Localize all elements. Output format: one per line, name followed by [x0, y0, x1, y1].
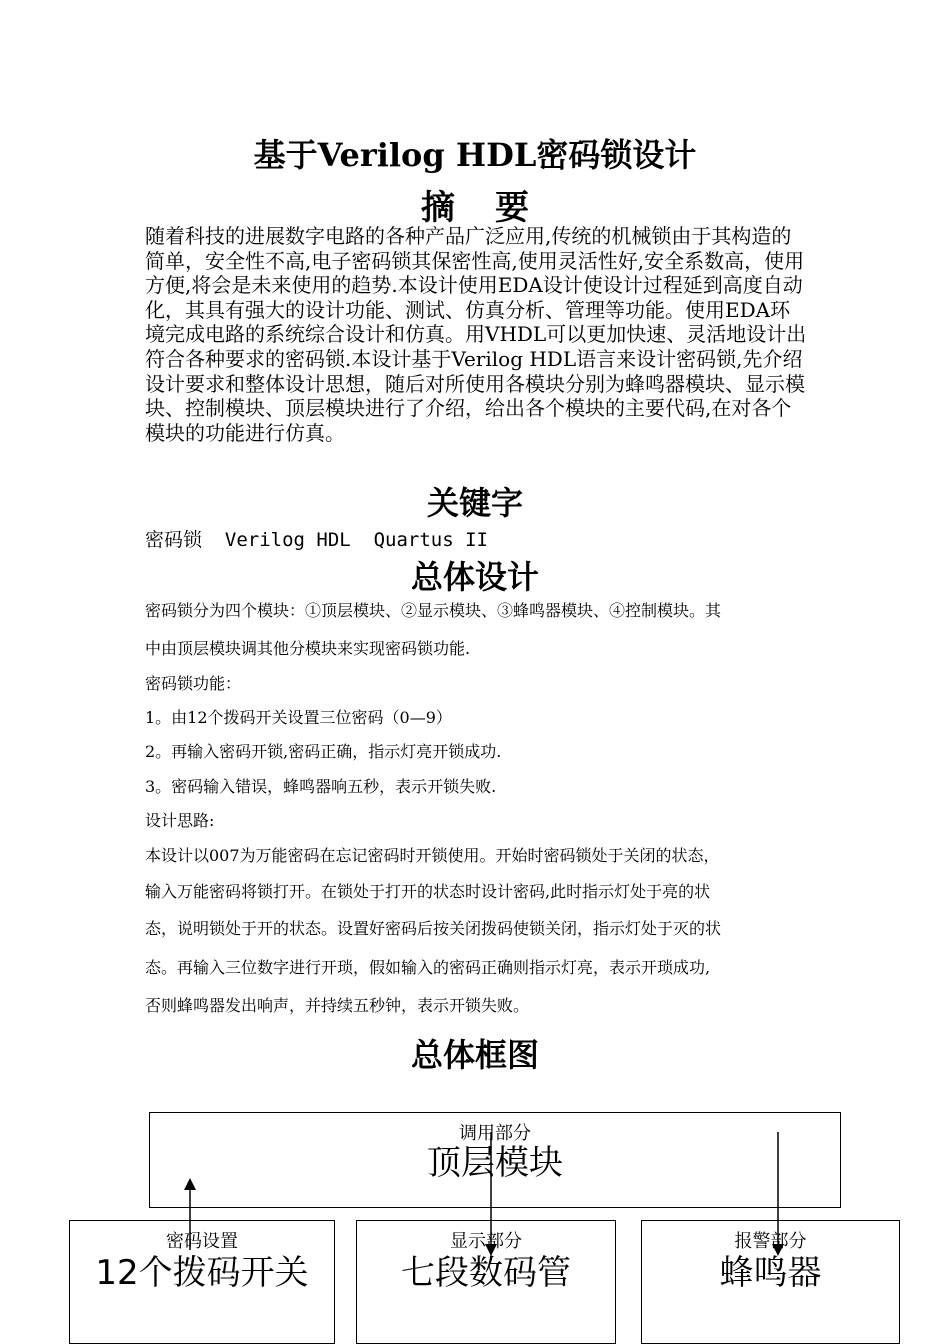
dip-switch-label: 12个拨码开关 [95, 1253, 309, 1293]
keywords-line: 密码锁 Verilog HDL Quartus II [145, 529, 488, 551]
diagram-heading: 总体框图 [410, 1036, 539, 1074]
design-line: 密码锁分为四个模块：①顶层模块、②显示模块、③蜂鸣器模块、④控制模块。其 [145, 601, 722, 620]
design-line: 1。由12个拨码开关设置三位密码（0—9） [145, 708, 452, 727]
design-line: 2。再输入密码开锁,密码正确，指示灯亮开锁成功. [145, 742, 502, 761]
design-heading: 总体设计 [410, 558, 539, 596]
design-line: 态，说明锁处于开的状态。设置好密码后按关闭拨码使锁关闭，指示灯处于灭的状 [145, 919, 722, 938]
design-line: 设计思路: [145, 811, 215, 830]
dip-switch-sub-label: 密码设置 [166, 1231, 238, 1252]
abstract-heading: 摘要 [421, 188, 569, 228]
design-line: 密码锁功能： [145, 674, 242, 693]
buzzer-sub-label: 报警部分 [734, 1231, 807, 1252]
seven-segment-sub-label: 显示部分 [450, 1231, 522, 1252]
top-module-label: 顶层模块 [427, 1143, 563, 1183]
design-line: 态。再输入三位数字进行开琐，假如输入的密码正确则指示灯亮，表示开琐成功, [145, 958, 711, 977]
abstract-body: 随着科技的进展数字电路的各种产品广泛应用,传统的机械锁由于其构造的简单，安全性不高,电子密码锁其保密性高,使用灵活性好,安全系数高，使用方便,将会是未来使用的趋势.本设计使用EDA设计使设计过程延到高度自动化，其具有强大的设计功能、测试、仿真分析、管理等功能。使用EDA环境完成电路的系统综合设计和仿真。用VHDL可以更加快速、灵活地设计出符合各种要求的密码锁.本设计基于Verilog HDL语言来设计密码锁,先介绍设计要求和整体设计思想，随后对所使用各模块分别为蜂鸣器模块、显示模块、控制模块、顶层模块进行了介绍，给出各个模块的主要代码,在对各个模块的功能进行仿真。 [145, 224, 807, 445]
document-title: 基于Verilog HDL密码锁设计 [253, 136, 697, 174]
buzzer-label: 蜂鸣器 [719, 1253, 822, 1293]
design-line: 输入万能密码将锁打开。在锁处于打开的状态时设计密码,此时指示灯处于亮的状 [145, 882, 711, 901]
design-line: 本设计以007为万能密码在忘记密码时开锁使用。开始时密码锁处于关闭的状态， [145, 846, 720, 865]
top-module-sub-label: 调用部分 [459, 1123, 531, 1144]
seven-segment-label: 七段数码管 [401, 1253, 571, 1293]
design-line: 3。密码输入错误，蜂鸣器响五秒，表示开锁失败. [145, 777, 497, 796]
keywords-heading: 关键字 [426, 484, 523, 522]
design-line: 中由顶层模块调其他分模块来实现密码锁功能. [145, 639, 471, 658]
design-line: 否则蜂鸣器发出响声，并持续五秒钟，表示开锁失败。 [145, 996, 530, 1015]
